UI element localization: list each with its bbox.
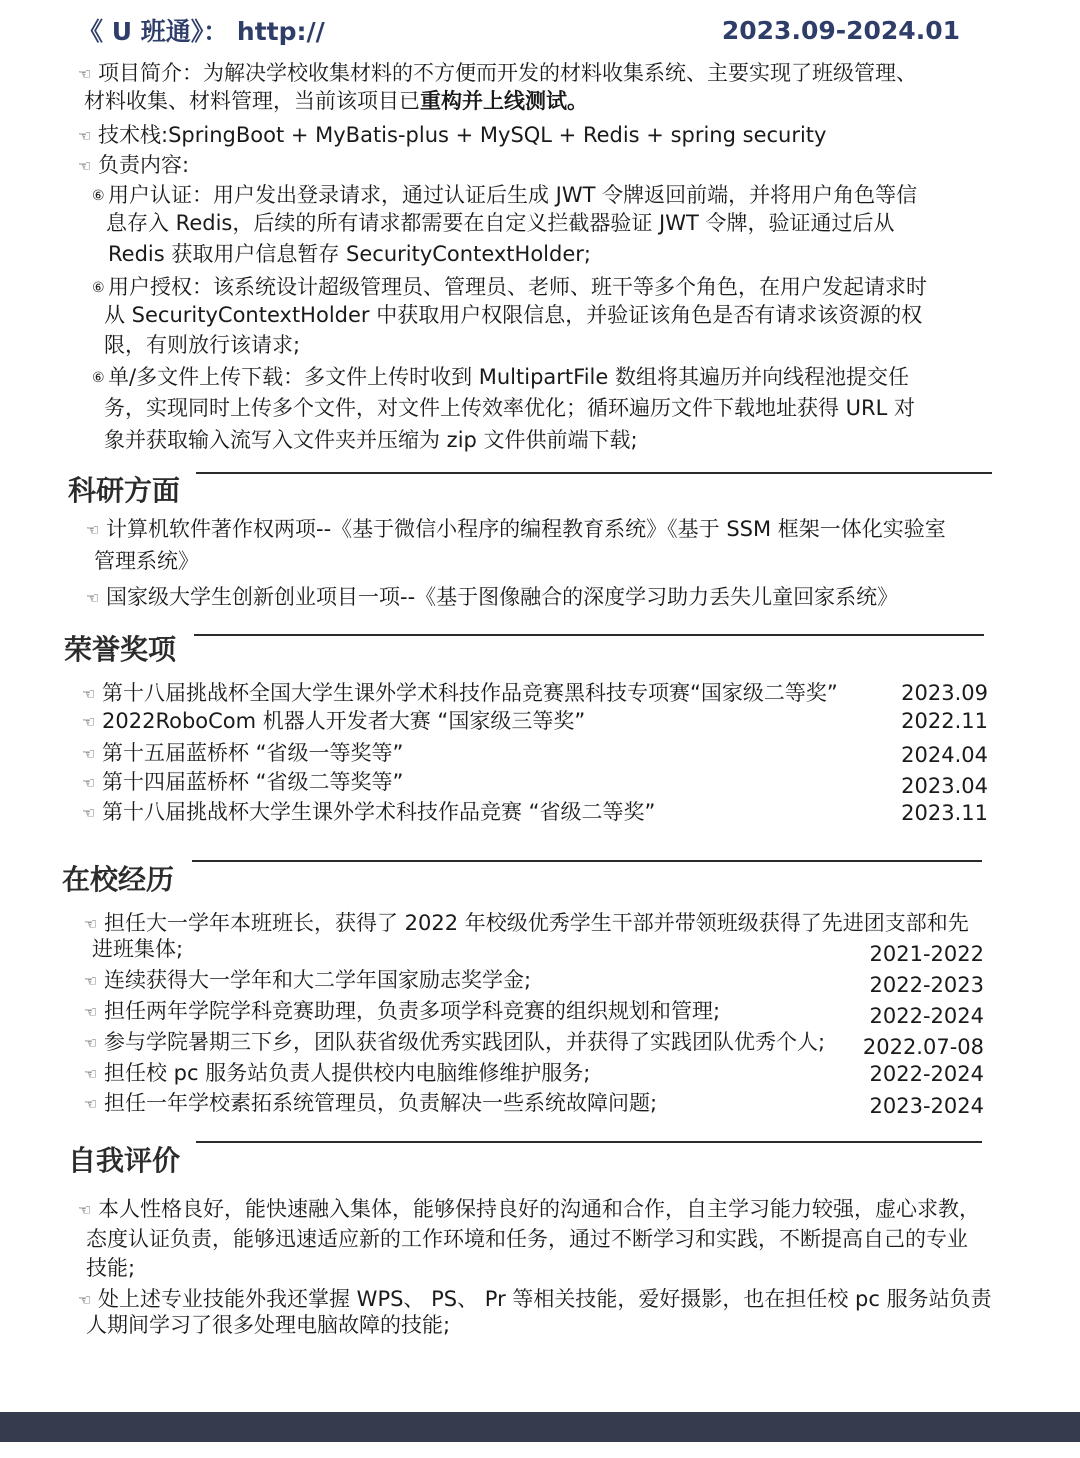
intro-highlight: 重构并上线测试。 xyxy=(420,89,588,113)
responsibility-label: ☜ 负责内容: xyxy=(78,150,189,181)
hand-pointer-icon: ☜ xyxy=(78,1201,92,1219)
circled-number-icon: ⑥ xyxy=(92,188,105,204)
section-title-self: 自我评价 xyxy=(68,1144,181,1177)
honor-date: 2023.09 xyxy=(901,681,988,705)
auth-line2: 息存入 Redis，后续的所有请求都需要在自定义拦截器验证 JWT 令牌，验证通过后从 xyxy=(106,211,895,235)
school-item: ☜ 担任两年学院学科竞赛助理，负责多项学科竞赛的组织规划和管理; xyxy=(84,996,720,1027)
project-intro-line1: ☜ 项目简介：为解决学校收集材料的不方便而开发的材料收集系统、主要实现了班级管理、 xyxy=(78,58,917,89)
school-item1-line1: ☜ 担任大一学年本班班长，获得了 2022 年校级优秀学生干部并带领班级获得了先进团支部和先 xyxy=(84,908,969,939)
hand-pointer-icon: ☜ xyxy=(82,745,96,763)
school-item1-line2: 进班集体; xyxy=(92,937,184,961)
project-header xyxy=(78,10,960,50)
section-title-school: 在校经历 xyxy=(62,863,175,896)
research-item1-line2: 管理系统》 xyxy=(94,549,199,573)
school-date: 2022.07-08 xyxy=(862,1035,984,1059)
self-item1-line2: 态度认证负责，能够迅速适应新的工作环境和任务，通过不断学习和实践，不断提高自己的专业 xyxy=(86,1227,968,1251)
self-item1-line1: ☜ 本人性格良好，能快速融入集体，能够保持良好的沟通和合作，自主学习能力较强，虚心求教， xyxy=(78,1194,980,1225)
hand-pointer-icon: ☜ xyxy=(84,1095,98,1113)
circled-number-icon: ⑥ xyxy=(92,370,105,386)
hand-pointer-icon: ☜ xyxy=(84,1034,98,1052)
section-divider xyxy=(196,1141,982,1143)
self-item2-line1: ☜ 处上述专业技能外我还掌握 WPS、 PS、 Pr 等相关技能，爱好摄影，也在担任校 pc 服务站负责 xyxy=(78,1284,992,1315)
school-date: 2022-2024 xyxy=(869,1004,984,1028)
self-item1-line3: 技能; xyxy=(86,1256,136,1280)
honor-item: ☜ 2022RoboCom 机器人开发者大赛 “国家级三等奖” xyxy=(82,706,585,737)
honor-item: ☜ 第十八届挑战杯全国大学生课外学术科技作品竞赛黑科技专项赛“国家级二等奖” xyxy=(82,678,838,709)
honor-item: ☜ 第十四届蓝桥杯 “省级二等奖等” xyxy=(82,767,403,798)
file-line2: 务，实现同时上传多个文件，对文件上传效率优化；循环遍历文件下载地址获得 URL 对 xyxy=(104,396,916,420)
section-divider xyxy=(192,860,982,862)
honor-item: ☜ 第十五届蓝桥杯 “省级一等奖等” xyxy=(82,738,403,769)
school-date: 2022-2023 xyxy=(869,973,984,997)
project-date: 2023.09-2024.01 xyxy=(721,15,960,45)
school-item: ☜ 连续获得大一学年和大二学年国家励志奖学金; xyxy=(84,965,531,996)
section-divider xyxy=(196,472,992,474)
honor-date: 2024.04 xyxy=(901,743,988,767)
hand-pointer-icon: ☜ xyxy=(82,774,96,792)
honor-date: 2023.04 xyxy=(901,774,988,798)
hand-pointer-icon: ☜ xyxy=(84,972,98,990)
honor-date: 2022.11 xyxy=(901,709,988,733)
authz-line1: ⑥ 用户授权：该系统设计超级管理员、管理员、老师、班干等多个角色，在用户发起请求时 xyxy=(92,272,927,303)
research-item2: ☜ 国家级大学生创新创业项目一项--《基于图像融合的深度学习助力丢失儿童回家系统》 xyxy=(86,582,898,613)
school-date: 2022-2024 xyxy=(869,1062,984,1086)
research-item1-line1: ☜ 计算机软件著作权两项--《基于微信小程序的编程教育系统》《基于 SSM 框架一体化实验室 xyxy=(86,514,946,545)
school-item: ☜ 担任一年学校素拓系统管理员，负责解决一些系统故障问题; xyxy=(84,1088,657,1119)
hand-pointer-icon: ☜ xyxy=(82,685,96,703)
hand-pointer-icon: ☜ xyxy=(78,127,92,145)
circled-number-icon: ⑥ xyxy=(92,280,105,296)
hand-pointer-icon: ☜ xyxy=(82,804,96,822)
file-line1: ⑥ 单/多文件上传下载：多文件上传时收到 MultipartFile 数组将其遍历并向线程池提交任 xyxy=(92,362,909,393)
hand-pointer-icon: ☜ xyxy=(86,589,100,607)
self-item2-line2: 人期间学习了很多处理电脑故障的技能; xyxy=(86,1313,451,1337)
honor-item: ☜ 第十八届挑战杯大学生课外学术科技作品竞赛 “省级二等奖” xyxy=(82,797,655,828)
authz-line2: 从 SecurityContextHolder 中获取用户权限信息，并验证该角色是否有请求该资源的权 xyxy=(104,303,923,327)
footer-bar xyxy=(0,1412,1080,1442)
hand-pointer-icon: ☜ xyxy=(78,157,92,175)
hand-pointer-icon: ☜ xyxy=(78,65,92,83)
hand-pointer-icon: ☜ xyxy=(82,713,96,731)
hand-pointer-icon: ☜ xyxy=(86,521,100,539)
auth-line1: ⑥ 用户认证：用户发出登录请求，通过认证后生成 JWT 令牌返回前端，并将用户角色等信 xyxy=(92,180,917,211)
auth-line3: Redis 获取用户信息暂存 SecurityContextHolder; xyxy=(108,242,591,266)
hand-pointer-icon: ☜ xyxy=(84,1003,98,1021)
section-title-honors: 荣誉奖项 xyxy=(64,633,177,666)
section-title-research: 科研方面 xyxy=(68,474,181,507)
honor-date: 2023.11 xyxy=(901,801,988,825)
tech-stack: ☜ 技术栈:SpringBoot + MyBatis-plus + MySQL + Redis + spring security xyxy=(78,120,826,151)
section-divider xyxy=(194,634,984,636)
hand-pointer-icon: ☜ xyxy=(84,1065,98,1083)
school-item: ☜ 担任校 pc 服务站负责人提供校内电脑维修维护服务; xyxy=(84,1058,590,1089)
hand-pointer-icon: ☜ xyxy=(84,915,98,933)
school-date: 2023-2024 xyxy=(869,1094,984,1118)
authz-line3: 限，有则放行该请求; xyxy=(104,333,301,357)
project-title: 《 U 班通》： http:// xyxy=(78,17,325,46)
school-item: ☜ 参与学院暑期三下乡，团队获省级优秀实践团队，并获得了实践团队优秀个人; xyxy=(84,1027,825,1058)
school-date: 2021-2022 xyxy=(869,942,984,966)
hand-pointer-icon: ☜ xyxy=(78,1291,92,1309)
file-line3: 象并获取输入流写入文件夹并压缩为 zip 文件供前端下载; xyxy=(104,428,638,452)
project-intro-line2: 材料收集、材料管理，当前该项目已重构并上线测试。 xyxy=(84,89,588,113)
